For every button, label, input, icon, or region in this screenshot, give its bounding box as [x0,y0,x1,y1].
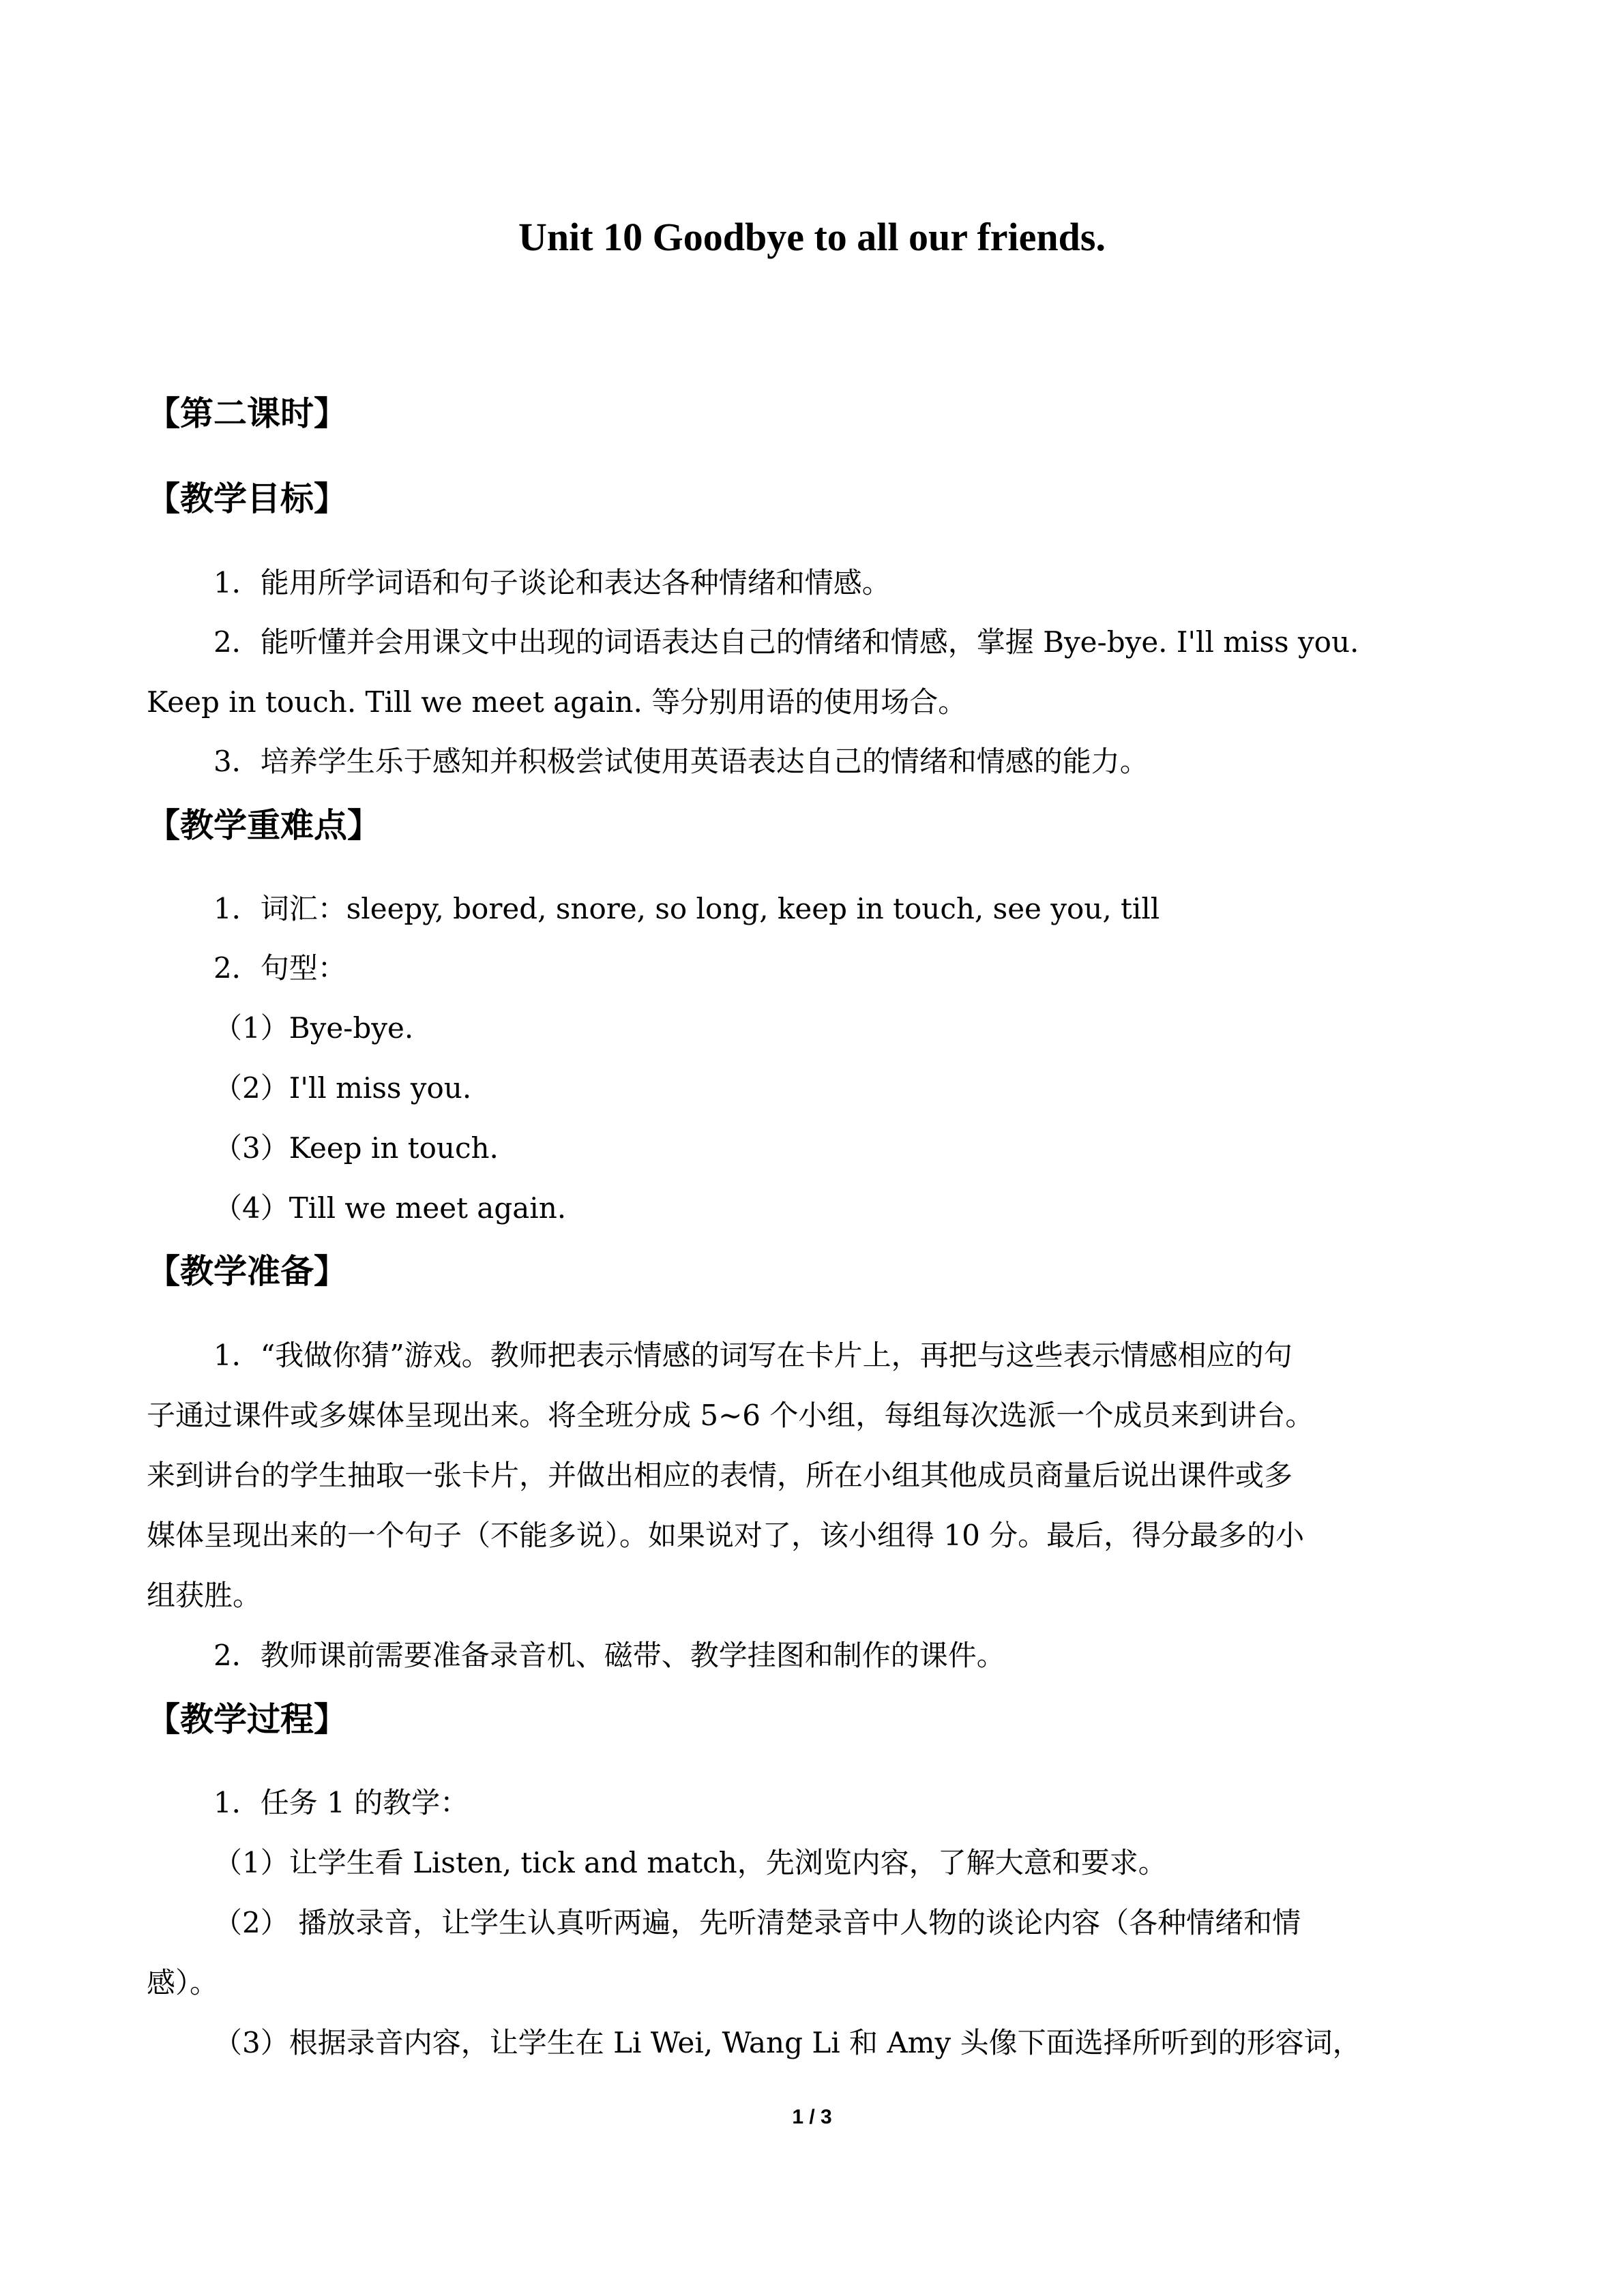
page-number: 1 / 3 [792,2106,832,2128]
heading-lesson: 【第二课时】 [147,394,348,433]
objective-item-3: 3．培养学生乐于感知并积极尝试使用英语表达自己的情绪和情感的能力。 [213,745,1149,778]
preparation-item-1-line-1: 1．“我做你猜”游戏。教师把表示情感的词写在卡片上，再把与这些表示情感相应的句 [213,1339,1293,1372]
process-step-1: （1）让学生看 Listen, tick and match，先浏览内容，了解大意和要求。 [213,1846,1167,1879]
sentence-item-4: （4）Till we meet again. [213,1191,567,1225]
objective-item-2-line-1: 2．能听懂并会用课文中出现的词语表达自己的情绪和情感，掌握 Bye-bye. I'll miss you. [213,625,1359,659]
heading-process: 【教学过程】 [147,1700,348,1739]
sentence-item-3: （3）Keep in touch. [213,1131,499,1165]
key-point-sentences-label: 2．句型： [213,951,346,985]
preparation-item-1-line-3: 来到讲台的学生抽取一张卡片，并做出相应的表情，所在小组其他成员商量后说出课件或多 [147,1459,1293,1492]
heading-objectives: 【教学目标】 [147,479,348,518]
preparation-item-1-line-2: 子通过课件或多媒体呈现出来。将全班分成 5~6 个小组，每组每次选派一个成员来到讲台。 [147,1399,1314,1432]
sentence-item-1: （1）Bye-bye. [213,1011,414,1045]
preparation-item-1-line-4: 媒体呈现出来的一个句子（不能多说）。如果说对了，该小组得 10 分。最后，得分最多的小 [147,1519,1305,1552]
process-task-1: 1．任务 1 的教学： [213,1786,469,1819]
preparation-item-1-line-5: 组获胜。 [147,1579,262,1612]
key-point-vocabulary: 1．词汇：sleepy, bored, snore, so long, keep in touch, see you, till [213,892,1160,925]
preparation-item-2: 2．教师课前需要准备录音机、磁带、教学挂图和制作的课件。 [213,1639,1005,1672]
objective-item-1: 1．能用所学词语和句子谈论和表达各种情绪和情感。 [213,566,891,599]
heading-preparation: 【教学准备】 [147,1252,348,1291]
objective-item-2-line-2: Keep in touch. Till we meet again. 等分别用语的使用场合。 [147,685,967,719]
sentence-item-2: （2）I'll miss you. [213,1071,472,1105]
document-title: Unit 10 Goodbye to all our friends. [518,215,1106,259]
heading-key-points: 【教学重难点】 [147,806,381,845]
process-step-2-line-2: 感）。 [147,1966,219,1999]
process-step-3: （3）根据录音内容，让学生在 Li Wei, Wang Li 和 Amy 头像下面选择所听到的形容词， [213,2026,1361,2059]
process-step-2-line-1: （2） 播放录音，让学生认真听两遍，先听清楚录音中人物的谈论内容（各种情绪和情 [213,1906,1301,1939]
